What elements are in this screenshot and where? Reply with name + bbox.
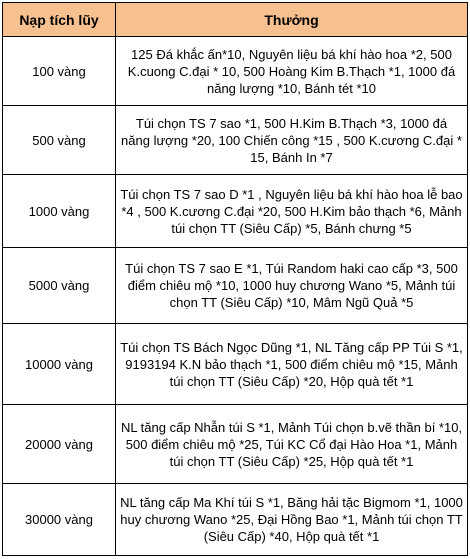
topup-amount-cell: 20000 vàng [3, 405, 116, 484]
topup-amount-cell: 30000 vàng [3, 484, 116, 556]
table-row [3, 484, 468, 556]
topup-amount-cell: 500 vàng [3, 106, 116, 175]
cumulative-topup-reward-table [2, 2, 468, 556]
reward-cell: Túi chọn TS 7 sao *1, 500 H.Kim B.Thạch *3, 1000 đá năng lượng *20, 100 Chiến công *15 , 500 K.cương C.đại * 15, Bánh In *7 [116, 106, 468, 175]
table-row [3, 175, 468, 248]
topup-amount-cell: 100 vàng [3, 37, 116, 106]
table-row [3, 324, 468, 405]
reward-table-container [2, 2, 468, 556]
reward-cell: NL tăng cấp Nhẫn túi S *1, Mảnh Túi chọn b.vẽ thần bí *10, 500 điểm chiêu mộ *25, Túi KC Cổ đại Hào Hoa *1, Mảnh túi chọn TT (Siêu Cấp) *25, Hộp quà tết *1 [116, 405, 468, 484]
table-header-row [3, 3, 468, 37]
topup-amount-cell: 1000 vàng [3, 175, 116, 248]
topup-amount-cell: 5000 vàng [3, 248, 116, 324]
topup-amount-cell: 10000 vàng [3, 324, 116, 405]
table-row [3, 405, 468, 484]
table-row [3, 106, 468, 175]
table-row [3, 37, 468, 106]
header-reward: Thưởng [116, 3, 468, 37]
reward-cell: Túi chọn TS 7 sao D *1 , Nguyên liệu bá khí hào hoa lễ bao *4 , 500 K.cương C.đại *20, 500 H.Kim bảo thạch *6, Mảnh túi chọn TT (Siêu Cấp) *5, Bánh chưng *5 [116, 175, 468, 248]
reward-cell: 125 Đá khắc ấn*10, Nguyên liệu bá khí hào hoa *2, 500 K.cuong C.đại * 10, 500 Hoàng Kim B.Thạch *1, 1000 đá năng lượng *10, Bánh tét *10 [116, 37, 468, 106]
reward-cell: Túi chọn TS Bách Ngọc Dũng *1, NL Tăng cấp PP Túi S *1, 9193194 K.N bảo thạch *1, 500 điểm chiêu mộ *15, Mảnh túi chọn TT (Siêu Cấp) *20, Hộp quà tết *1 [116, 324, 468, 405]
table-row [3, 248, 468, 324]
header-cumulative-topup: Nạp tích lũy [3, 3, 116, 37]
reward-cell: Túi chọn TS 7 sao E *1, Túi Random haki cao cấp *3, 500 điểm chiêu mộ *10, 1000 huy chương Wano *5, Mảnh túi chọn TT (Siêu Cấp) *10, Mâm Ngũ Quả *5 [116, 248, 468, 324]
reward-cell: NL tăng cấp Ma Khí túi S *1, Băng hải tặc Bigmom *1, 1000 huy chương Wano *25, Đại Hồng Bao *1, Mảnh túi chọn TT (Siêu Cấp) *40, Hộp quà tết *1 [116, 484, 468, 556]
